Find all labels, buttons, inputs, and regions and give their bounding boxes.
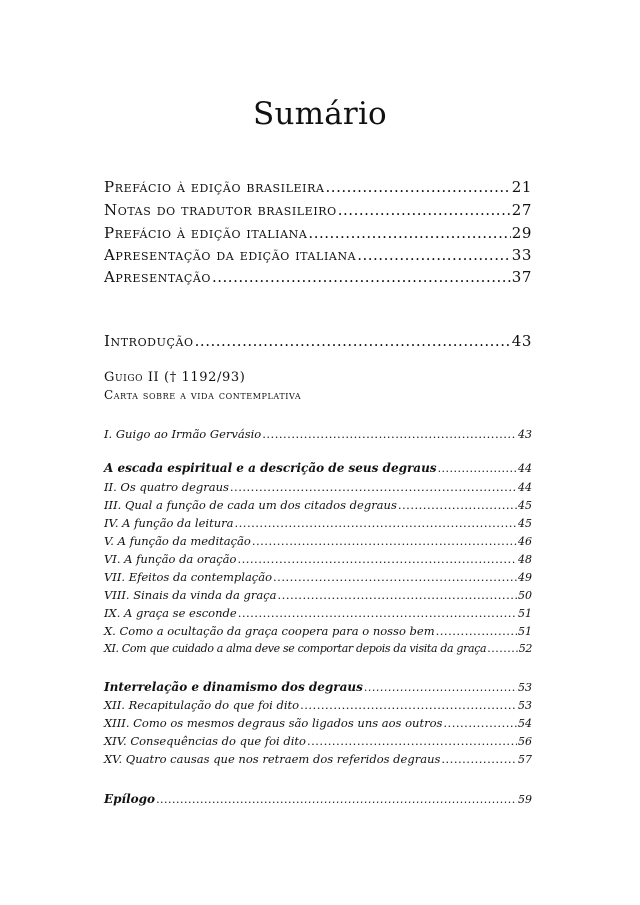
toc-entry-label: X. Como a ocultação da graça coopera para o nosso bem — [104, 624, 435, 638]
leader-dots — [338, 201, 511, 219]
toc-entry-label: Prefácio à edição italiana — [104, 224, 308, 242]
author-line: Guigo II († 1192/93) — [104, 370, 246, 385]
toc-entry-chapter-12[interactable] — [104, 698, 532, 712]
toc-entry-chapter-2[interactable] — [104, 480, 532, 494]
toc-entry-chapter-3[interactable] — [104, 498, 532, 512]
toc-entry-page: 49 — [518, 571, 532, 584]
page-title: Sumário — [253, 96, 387, 132]
leader-dots — [238, 606, 517, 620]
toc-entry-chapter-8[interactable] — [104, 588, 532, 602]
toc-entry-label: XIII. Como os mesmos degraus são ligados uns aos outros — [104, 716, 443, 730]
leader-dots — [195, 332, 511, 350]
toc-entry-label: Interrelação e dinamismo dos degraus — [104, 680, 363, 694]
toc-entry-page: 51 — [518, 625, 532, 638]
leader-dots — [308, 224, 510, 242]
leader-dots — [278, 588, 517, 602]
toc-entry-chapter-9[interactable] — [104, 606, 532, 620]
leader-dots — [156, 793, 517, 806]
toc-entry-page: 27 — [511, 201, 532, 219]
toc-entry-page: 48 — [518, 553, 532, 566]
toc-entry-page: 50 — [518, 589, 532, 602]
toc-entry-epilogo[interactable] — [104, 792, 532, 806]
toc-entry-apresentacao[interactable] — [104, 268, 532, 286]
toc-entry-page: 37 — [511, 268, 532, 286]
toc-entry-page: 44 — [518, 462, 532, 475]
leader-dots — [212, 268, 511, 286]
toc-entry-page: 54 — [518, 717, 532, 730]
toc-entry-label: XI. Com que cuidado a alma deve se comportar depois da visita da graça — [104, 642, 487, 655]
toc-entry-label: Apresentação da edição italiana — [104, 246, 357, 264]
toc-entry-apresentacao-italiana[interactable] — [104, 246, 532, 264]
toc-entry-label: Prefácio à edição brasileira — [104, 178, 325, 196]
toc-entry-page: 43 — [518, 428, 532, 441]
toc-entry-label: IX. A graça se esconde — [104, 606, 237, 620]
toc-section-heading-1[interactable] — [104, 461, 532, 475]
toc-entry-page: 57 — [518, 753, 532, 766]
toc-entry-label: A escada espiritual e a descrição de seus degraus — [104, 461, 437, 475]
toc-entry-label: I. Guigo ao Irmão Gervásio — [104, 427, 262, 441]
leader-dots — [230, 480, 517, 494]
toc-entry-page: 53 — [518, 681, 532, 694]
toc-entry-label: VI. A função da oração — [104, 552, 237, 566]
toc-entry-chapter-14[interactable] — [104, 734, 532, 748]
toc-entry-page: 52 — [518, 642, 532, 655]
toc-entry-page: 56 — [518, 735, 532, 748]
leader-dots — [234, 516, 517, 530]
toc-entry-chapter-1[interactable] — [104, 427, 532, 441]
toc-entry-chapter-6[interactable] — [104, 552, 532, 566]
leader-dots — [262, 427, 517, 441]
toc-entry-label: II. Os quatro degraus — [104, 480, 229, 494]
toc-entry-label: Apresentação — [104, 268, 211, 286]
leader-dots — [441, 752, 517, 766]
toc-entry-chapter-5[interactable] — [104, 534, 532, 548]
toc-entry-prefacio-brasileira[interactable] — [104, 178, 532, 196]
toc-entry-introducao[interactable] — [104, 332, 532, 350]
work-title: Carta sobre a vida contemplativa — [104, 388, 302, 402]
toc-section-heading-2[interactable] — [104, 680, 532, 694]
leader-dots — [443, 716, 517, 730]
toc-entry-prefacio-italiana[interactable] — [104, 224, 532, 242]
leader-dots — [364, 681, 517, 694]
leader-dots — [398, 498, 517, 512]
toc-entry-chapter-11[interactable] — [104, 642, 532, 655]
leader-dots — [307, 734, 517, 748]
toc-entry-label: Introdução — [104, 332, 194, 350]
toc-entry-label: XIV. Consequências do que foi dito — [104, 734, 306, 748]
leader-dots — [357, 246, 510, 264]
leader-dots — [326, 178, 511, 196]
toc-entry-notas-tradutor[interactable] — [104, 201, 532, 219]
toc-entry-page: 21 — [511, 178, 532, 196]
toc-entry-chapter-7[interactable] — [104, 570, 532, 584]
toc-entry-page: 45 — [518, 499, 532, 512]
toc-entry-label: IV. A função da leitura — [104, 516, 234, 530]
toc-entry-label: XV. Quatro causas que nos retraem dos referidos degraus — [104, 752, 441, 766]
toc-entry-label: III. Qual a função de cada um dos citados degraus — [104, 498, 397, 512]
toc-entry-label: VII. Efeitos da contemplação — [104, 570, 273, 584]
toc-entry-label: V. A função da meditação — [104, 534, 251, 548]
leader-dots — [300, 698, 517, 712]
leader-dots — [237, 552, 517, 566]
toc-entry-page: 45 — [518, 517, 532, 530]
leader-dots — [436, 624, 517, 638]
toc-entry-page: 53 — [518, 699, 532, 712]
toc-entry-page: 46 — [518, 535, 532, 548]
toc-entry-page: 44 — [518, 481, 532, 494]
toc-entry-label: Epílogo — [104, 792, 156, 806]
toc-entry-label: Notas do tradutor brasileiro — [104, 201, 337, 219]
leader-dots — [438, 462, 517, 475]
toc-entry-chapter-4[interactable] — [104, 516, 532, 530]
leader-dots — [487, 642, 517, 655]
toc-entry-label: VIII. Sinais da vinda da graça — [104, 588, 277, 602]
toc-entry-chapter-15[interactable] — [104, 752, 532, 766]
toc-entry-page: 51 — [518, 607, 532, 620]
leader-dots — [273, 570, 517, 584]
leader-dots — [252, 534, 517, 548]
toc-entry-page: 43 — [511, 332, 532, 350]
toc-entry-label: XII. Recapitulação do que foi dito — [104, 698, 300, 712]
toc-entry-page: 59 — [518, 793, 532, 806]
toc-entry-chapter-10[interactable] — [104, 624, 532, 638]
toc-entry-page: 33 — [511, 246, 532, 264]
toc-entry-chapter-13[interactable] — [104, 716, 532, 730]
toc-entry-page: 29 — [511, 224, 532, 242]
